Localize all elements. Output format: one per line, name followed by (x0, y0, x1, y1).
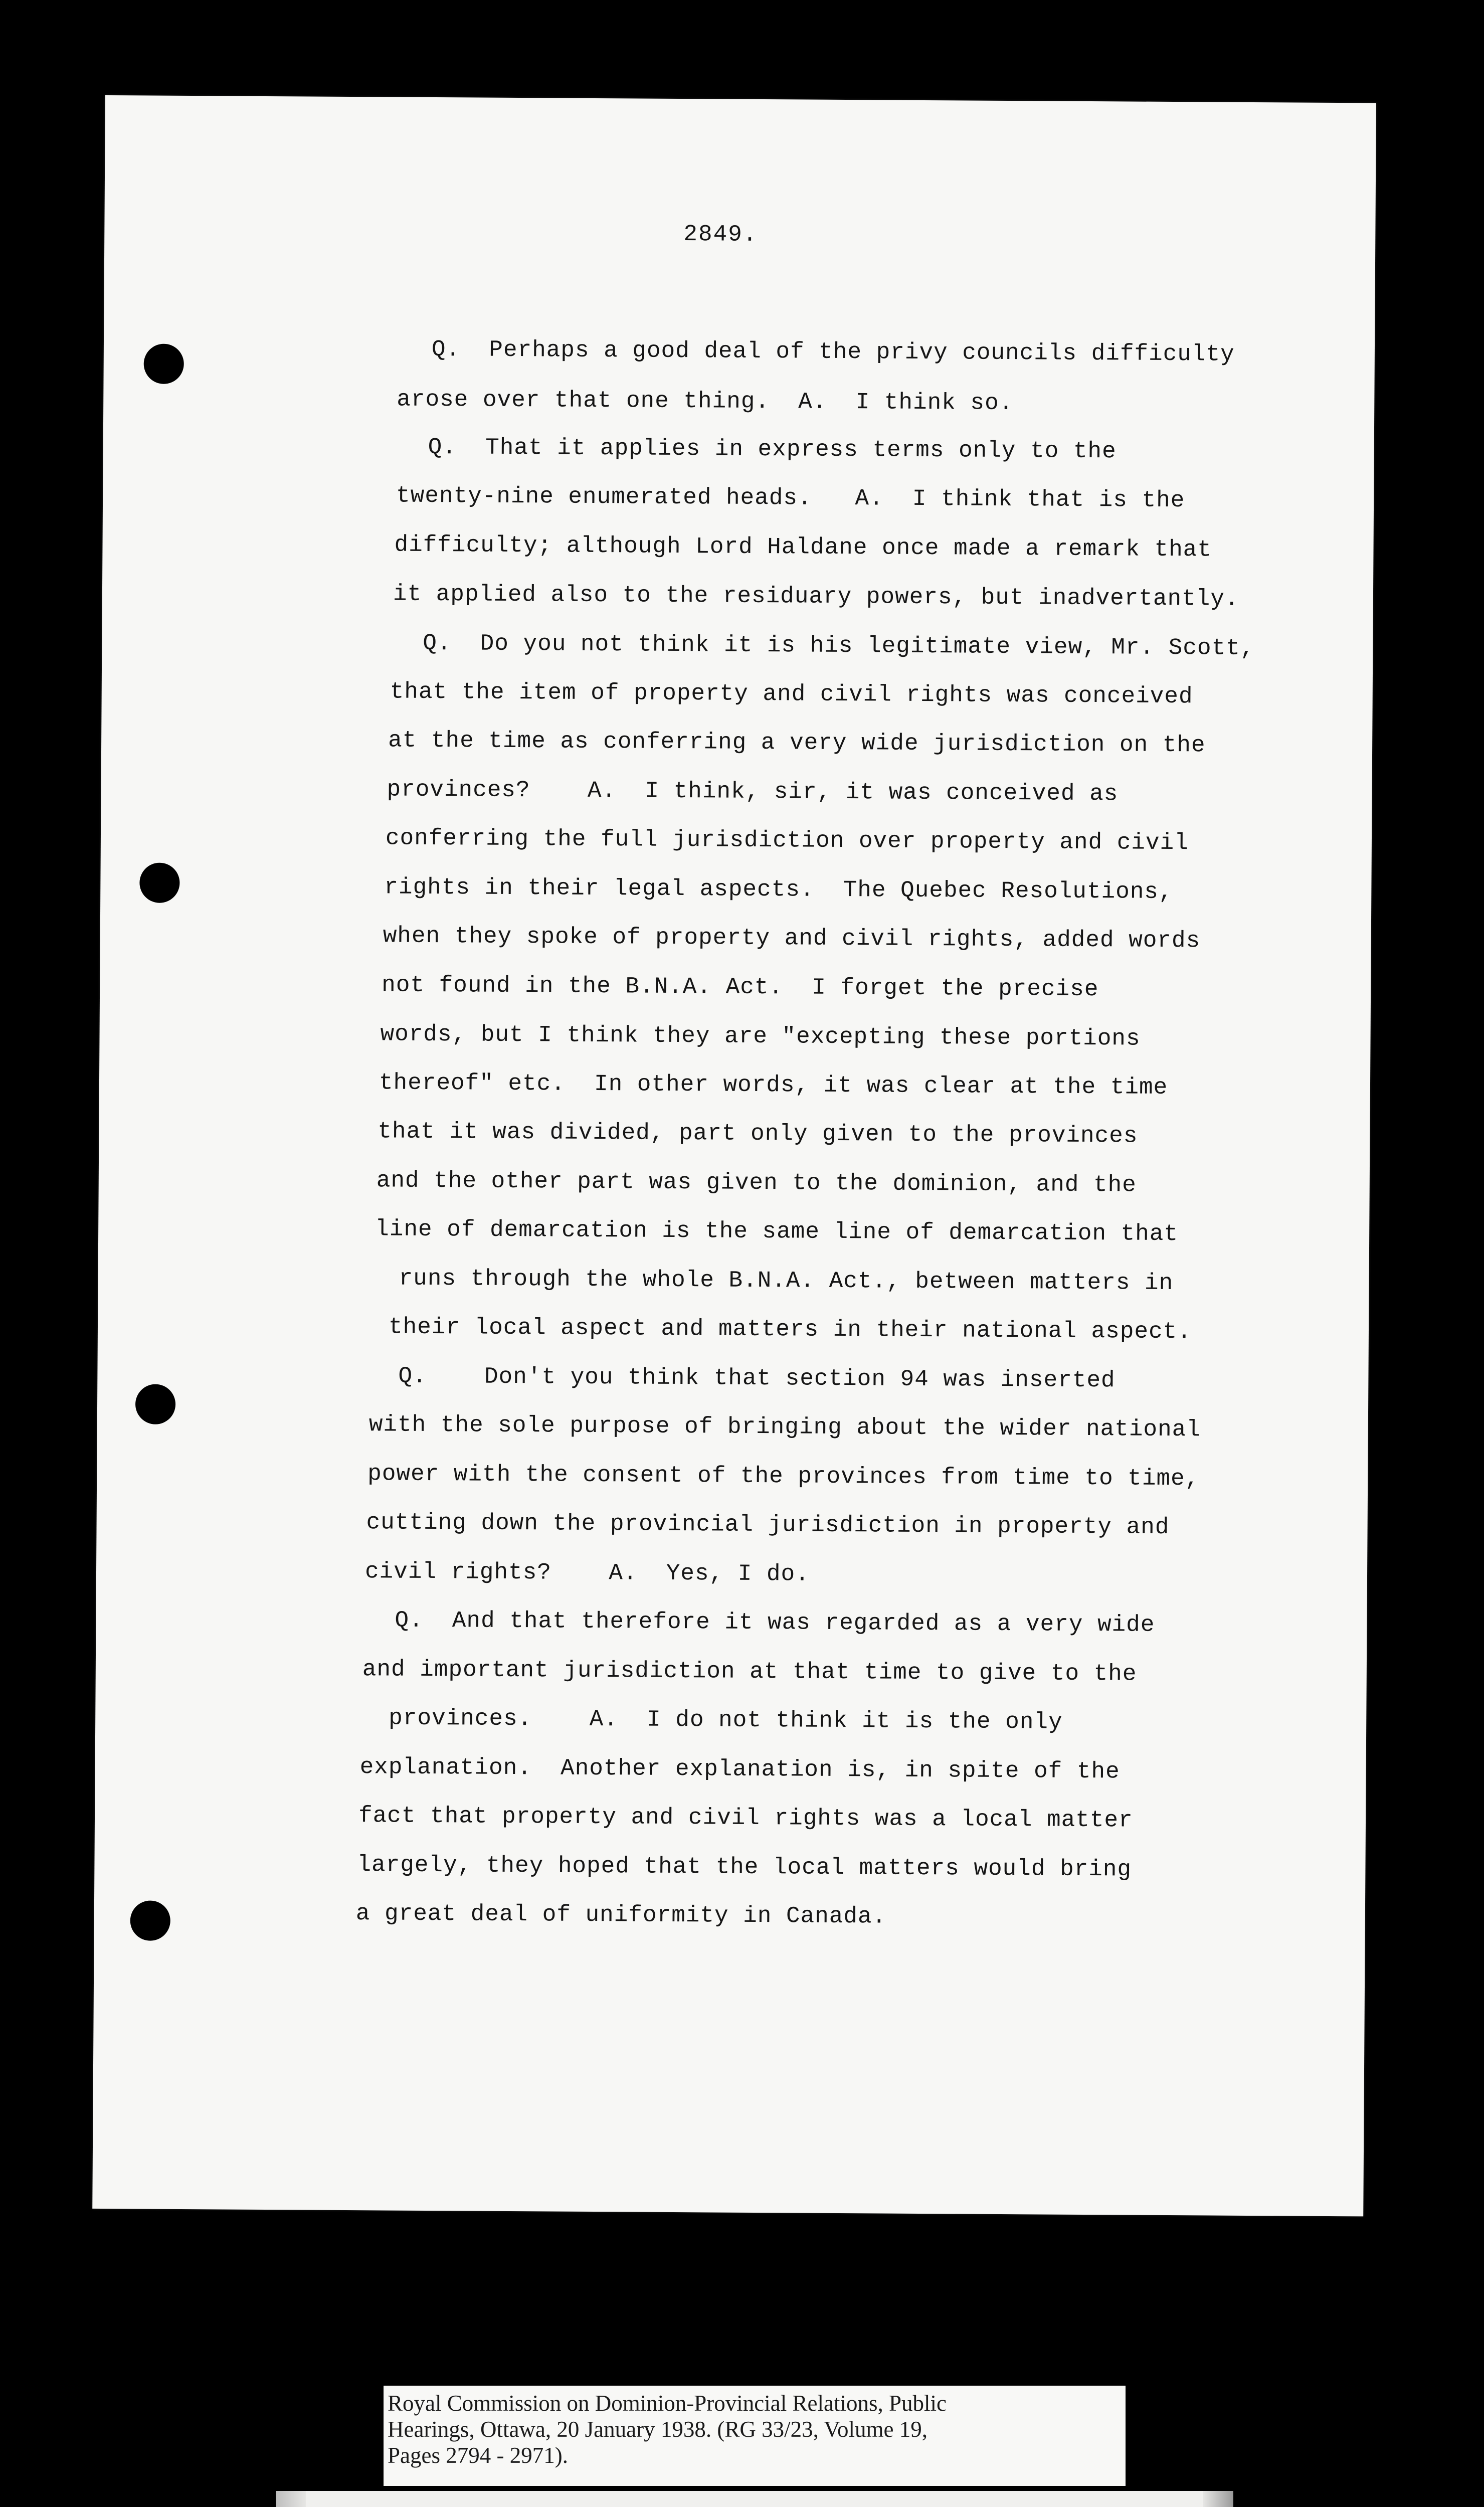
caption-line: Royal Commission on Dominion-Provincial Relations, Public (388, 2391, 947, 2416)
text-line: that the item of property and civil rights was conceived (390, 678, 1193, 710)
text-line: with the sole purpose of bringing about the wider national (368, 1411, 1201, 1443)
text-line: Q. Perhaps a good deal of the privy councils difficulty (431, 336, 1235, 368)
text-line: Q. Do you not think it is his legitimate view, Mr. Scott, (423, 630, 1255, 662)
page-number: 2849. (683, 221, 758, 248)
punch-hole-1 (143, 343, 183, 384)
text-line: Q. That it applies in express terms only to the (428, 434, 1117, 465)
text-line: words, but I think they are "excepting these portions (380, 1021, 1141, 1052)
punch-hole-3 (135, 1384, 175, 1424)
text-line: Q. Don't you think that section 94 was inserted (398, 1363, 1116, 1394)
text-line: and important jurisdiction at that time to give to the (362, 1656, 1137, 1687)
stamp-edge-left (276, 2491, 306, 2507)
text-line: conferring the full jurisdiction over property and civil (385, 825, 1189, 856)
text-line: and the other part was given to the dominion, and the (376, 1167, 1137, 1198)
text-line: when they spoke of property and civil rights, added words (383, 923, 1201, 954)
document-page (92, 95, 1376, 2216)
text-line: thereof" etc. In other words, it was clear at the time (379, 1069, 1168, 1101)
text-line: twenty-nine enumerated heads. A. I think that is the (396, 482, 1185, 514)
text-line: Q. And that therefore it was regarded as a very wide (395, 1607, 1155, 1638)
text-line: largely, they hoped that the local matters would bring (357, 1852, 1132, 1883)
text-line: line of demarcation is the same line of demarcation that (375, 1216, 1179, 1247)
text-line: power with the consent of the provinces from time to time, (367, 1461, 1200, 1492)
text-line: at the time as conferring a very wide jurisdiction on the (388, 727, 1206, 759)
text-line: cutting down the provincial jurisdiction in property and (366, 1509, 1170, 1541)
stamp-edge-right (1203, 2491, 1233, 2507)
text-line: civil rights? A. Yes, I do. (364, 1558, 810, 1587)
punch-hole-2 (139, 862, 179, 903)
text-line: it applied also to the residuary powers, but inadvertantly. (393, 581, 1239, 612)
text-line: runs through the whole B.N.A. Act., between matters in (399, 1265, 1174, 1297)
text-line: provinces. A. I do not think it is the only (389, 1705, 1063, 1735)
archive-caption (384, 2386, 1126, 2486)
text-line: not found in the B.N.A. Act. I forget the precise (382, 972, 1099, 1003)
text-line: explanation. Another explanation is, in spite of the (359, 1754, 1120, 1785)
text-line: a great deal of uniformity in Canada. (355, 1900, 887, 1930)
caption-line: Hearings, Ottawa, 20 January 1938. (RG 33/23, Volume 19, (388, 2416, 928, 2442)
text-line: rights in their legal aspects. The Quebec Resolutions, (384, 874, 1173, 906)
caption-line: Pages 2794 - 2971). (388, 2442, 568, 2468)
archives-stamp (276, 2491, 1233, 2507)
text-line: arose over that one thing. A. I think so. (397, 386, 1014, 417)
text-line: their local aspect and matters in their national aspect. (388, 1314, 1192, 1345)
punch-hole-4 (130, 1900, 170, 1940)
text-line: that it was divided, part only given to the provinces (378, 1118, 1138, 1149)
text-line: fact that property and civil rights was a local matter (358, 1803, 1133, 1834)
text-line: provinces? A. I think, sir, it was conceived as (387, 776, 1119, 807)
text-line: difficulty; although Lord Haldane once made a remark that (394, 531, 1212, 563)
